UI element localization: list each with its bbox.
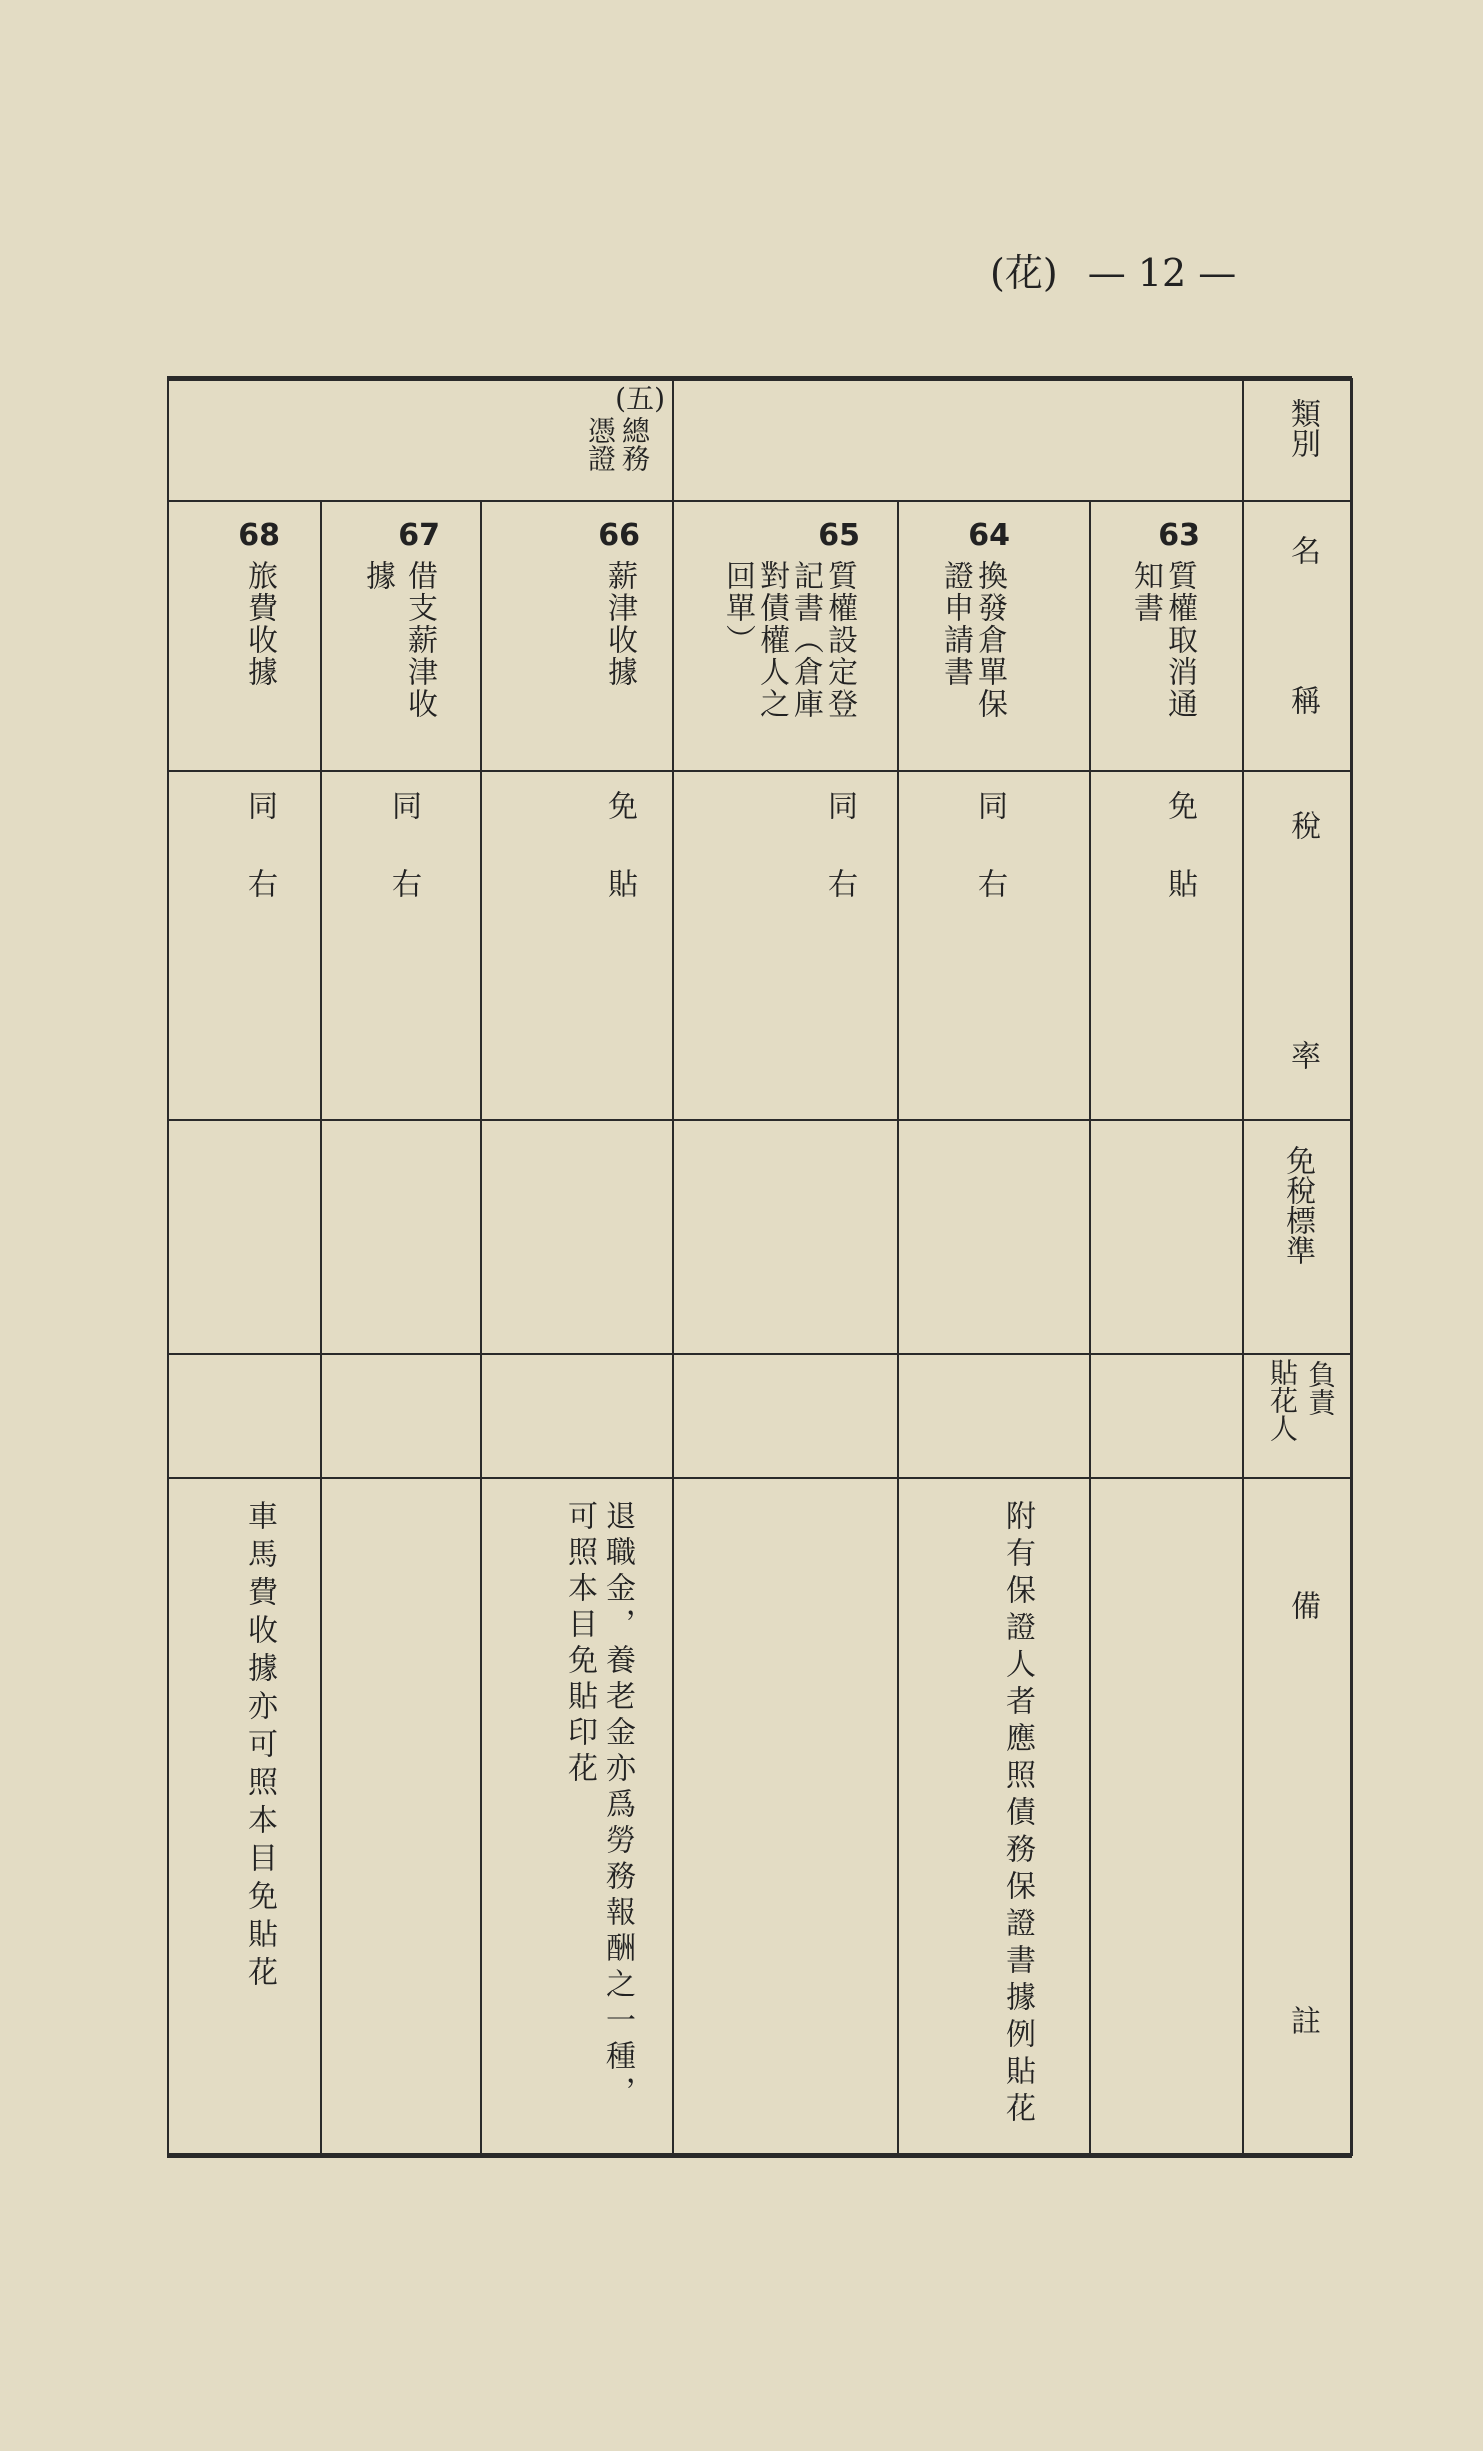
header-column-divider xyxy=(1242,378,1244,2156)
row-line xyxy=(167,1119,1352,1121)
row-name-line: 對債權人之 xyxy=(754,560,789,720)
row-name-line: 回單︶ xyxy=(720,560,755,656)
row-name-line: 據 xyxy=(360,560,395,592)
table-right-border xyxy=(1350,378,1353,2156)
column-divider xyxy=(1089,500,1091,2156)
row-number: 68 xyxy=(238,518,280,553)
category-text-1: 總務 xyxy=(618,416,651,472)
row-remarks: 車馬費收據亦可照本目免貼花 xyxy=(242,1500,277,1994)
row-name-line: 質權設定登 xyxy=(822,560,857,720)
row-remarks: 附有保證人者應照債務保證書據例貼花 xyxy=(1000,1500,1035,2129)
row-name-line: 薪津收據 xyxy=(602,560,637,688)
table-left-border xyxy=(167,378,169,2156)
row-line xyxy=(167,500,1352,502)
header-exemption: 免稅標準 xyxy=(1280,1145,1315,1265)
row-number: 66 xyxy=(598,518,640,553)
row-number: 67 xyxy=(398,518,440,553)
row-number: 65 xyxy=(818,518,860,553)
row-number: 63 xyxy=(1158,518,1200,553)
header-remarks-1: 備 xyxy=(1285,1590,1320,1620)
column-divider xyxy=(897,500,899,2156)
category-number: (五) xyxy=(615,382,665,415)
row-name-line: 質權取消通 xyxy=(1162,560,1197,720)
header-name-2: 稱 xyxy=(1285,685,1320,715)
category-text-2: 憑證 xyxy=(584,416,617,472)
header-responsible-1: 負責 xyxy=(1304,1360,1337,1416)
row-tax: 同右 xyxy=(972,790,1007,946)
header-remarks-2: 註 xyxy=(1285,2005,1320,2035)
row-name-line: 證申請書 xyxy=(938,560,973,688)
row-tax: 免貼 xyxy=(602,790,637,946)
header-tax-2: 率 xyxy=(1285,1040,1320,1070)
row-name-line: 記書︵倉庫 xyxy=(788,560,823,720)
row-line xyxy=(167,770,1352,772)
row-line xyxy=(167,1477,1352,1479)
page-header xyxy=(990,242,1236,297)
group-divider xyxy=(672,378,674,2156)
row-tax: 同右 xyxy=(242,790,277,946)
table-bottom-border xyxy=(167,2153,1352,2158)
header-responsible-2: 貼花人 xyxy=(1266,1358,1299,1442)
row-line xyxy=(167,1353,1352,1355)
row-number: 64 xyxy=(968,518,1010,553)
header-category: 類別 xyxy=(1285,398,1320,458)
table-top-border xyxy=(167,376,1352,381)
category-group-label xyxy=(555,382,665,492)
section-label: (花) xyxy=(990,251,1058,295)
row-tax: 同右 xyxy=(386,790,421,946)
row-tax: 同右 xyxy=(822,790,857,946)
page-number: — 12 — xyxy=(1087,251,1237,295)
header-tax-1: 稅 xyxy=(1285,810,1320,840)
header-name-1: 名 xyxy=(1285,535,1320,565)
row-name-line: 旅費收據 xyxy=(242,560,277,688)
row-remarks: 可照本目免貼印花 xyxy=(562,1500,597,1788)
row-remarks: 退職金，養老金亦爲勞務報酬之一種， xyxy=(600,1500,635,2112)
column-divider xyxy=(480,500,482,2156)
column-divider xyxy=(320,500,322,2156)
row-name-line: 借支薪津收 xyxy=(402,560,437,720)
row-name-line: 換發倉單保 xyxy=(972,560,1007,720)
row-tax: 免貼 xyxy=(1162,790,1197,946)
row-name-line: 知書 xyxy=(1128,560,1163,624)
